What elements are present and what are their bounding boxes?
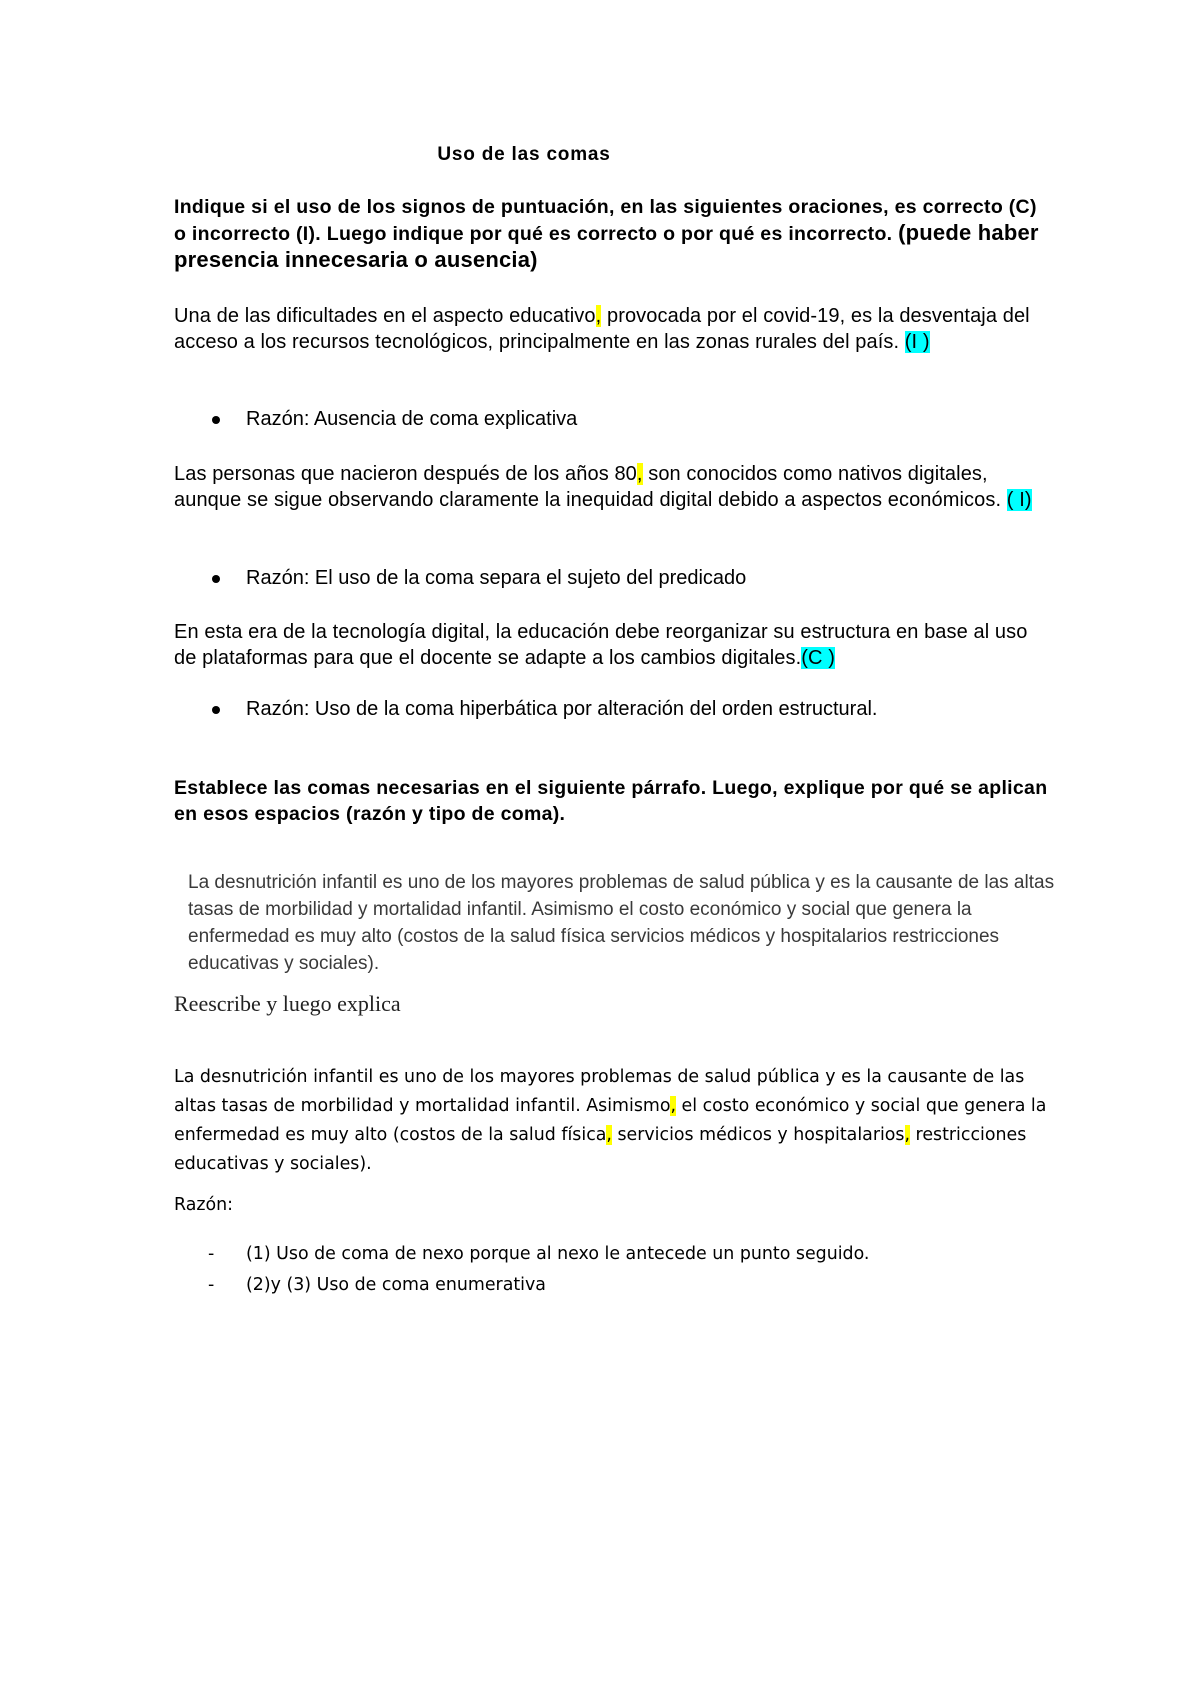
sentence-1-after: provocada por el covid-19, es la desventaja del acceso a los recursos tecnológicos, principalmente en las zonas rurales del país. [174, 305, 1030, 353]
answer-comma-2: , [606, 1125, 612, 1145]
sentence-2 [174, 461, 1054, 513]
answer-part-3: servicios médicos y hospitalarios [611, 1125, 905, 1145]
reason-list-text-2: (2)y (3) Uso de coma enumerativa [246, 1275, 546, 1295]
sentence-1-before: Una de las dificultades en el aspecto educativo [174, 305, 596, 327]
answer-paragraph [174, 1063, 1054, 1179]
instructions [174, 194, 1054, 274]
bullet-icon [212, 416, 220, 424]
sentence-3 [174, 619, 1054, 671]
answer-comma-3: , [904, 1125, 911, 1145]
dash-2: - [208, 1275, 215, 1295]
bullet-icon [212, 575, 220, 583]
reason-1-text: Razón: Ausencia de coma explicativa [246, 408, 578, 430]
quoted-paragraph: La desnutrición infantil es uno de los mayores problemas de salud pública y es la causante de las altas tasas de morbilidad y mortalidad infantil. Asimismo el costo económico y social que genera la enfermedad es muy alto (costos de la salud física servicios médicos y hospitalarios restricciones educativas y sociales). [188, 872, 1055, 974]
sentence-3-answer: (C ) [801, 647, 836, 669]
answer-part-2: el costo económico y social que genera la enfermedad es muy alto (costos de la salud física [174, 1096, 1047, 1145]
sentence-2-answer: ( I) [1006, 489, 1032, 511]
razon-label: Razón: [174, 1195, 234, 1215]
sentence-2-before: Las personas que nacieron después de los años 80 [174, 463, 637, 485]
bullet-icon [212, 706, 220, 714]
sentence-3-before: En esta era de la tecnología digital, la educación debe reorganizar su estructura en base al uso de plataformas para que el docente se adapte a los cambios digitales. [174, 621, 1028, 669]
sentence-1-answer: (I ) [904, 331, 930, 353]
rewrite-label: Reescribe y luego explica [174, 991, 401, 1016]
answer-part-1: La desnutrición infantil es uno de los mayores problemas de salud pública y es la causante de las altas tasas de morbilidad y mortalidad infantil. Asimismo [174, 1067, 1025, 1116]
sentence-1 [174, 303, 1054, 355]
instructions-2: Establece las comas necesarias en el siguiente párrafo. Luego, explique por qué se aplican en esos espacios (razón y tipo de coma). [174, 777, 1048, 825]
reason-2-text: Razón: El uso de la coma separa el sujeto del predicado [246, 567, 747, 589]
answer-comma-1: , [670, 1096, 677, 1116]
page-title: Uso de las comas [437, 144, 611, 165]
reason-3-text: Razón: Uso de la coma hiperbática por alteración del orden estructural. [246, 698, 878, 720]
reason-list-text-1: (1) Uso de coma de nexo porque al nexo le antecede un punto seguido. [246, 1244, 870, 1264]
answer-part-4: restricciones educativas y sociales). [174, 1125, 1027, 1174]
instructions-text: Indique si el uso de los signos de puntuación, en las siguientes oraciones, es correcto (C) o incorrecto (I). Luego indique por qué es correcto o por qué es incorrecto. [174, 196, 1037, 245]
sentence-1-marked-comma: , [595, 305, 602, 327]
sentence-2-marked-comma: , [636, 463, 643, 485]
instructions-note: (puede haber presencia innecesaria o ausencia) [174, 220, 1039, 272]
sentence-2-after: son conocidos como nativos digitales, aunque se sigue observando claramente la inequidad digital debido a aspectos económicos. [174, 463, 1007, 511]
dash-1: - [208, 1244, 215, 1264]
